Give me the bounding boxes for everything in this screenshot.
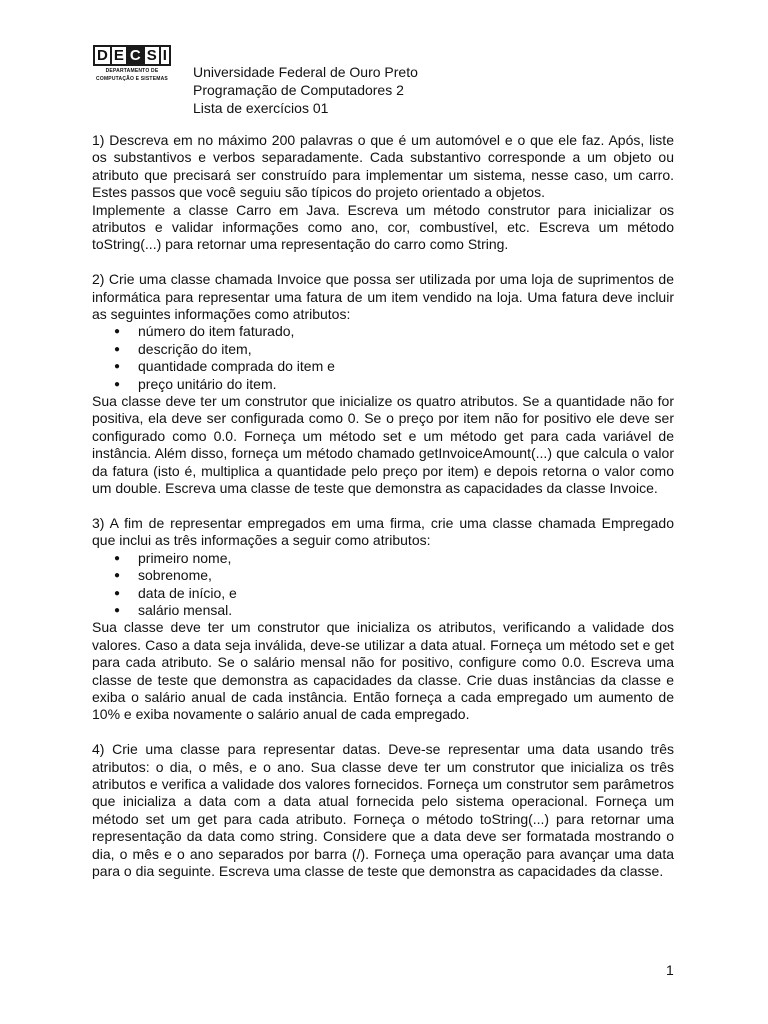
list-item: ● sobrenome, — [92, 567, 674, 584]
q2-intro: 2) Crie uma classe chamada Invoice que possa ser utilizada por uma loja de suprimentos de informática para representar uma fatura de um item vendido na loja. Uma fatura deve incluir as seguintes informações como atributos: — [92, 271, 674, 323]
document-body — [92, 132, 674, 880]
q2-text: Sua classe deve ter um construtor que inicialize os quatro atributos. Se a quantidade não for positiva, ela deve ser configurada como 0. Se o preço por item não for positivo ele deve ser configurado como 0.0. Forneça um método set e um método get para cada variável de instância. Além disso, forneça um método chamado getInvoiceAmount(...) que calcula o valor da fatura (isto é, multiplica a quantidade pelo preço por item) e depois retorna o valor como um double. Escreva uma classe de teste que demonstra as capacidades da classe Invoice. — [92, 393, 674, 497]
question-1 — [92, 132, 674, 254]
q3-attribute-list — [92, 550, 674, 620]
logo-letter: S — [143, 45, 161, 66]
logo-subtitle-1: DEPARTAMENTO DE — [105, 68, 159, 74]
list-item: ● salário mensal. — [92, 602, 674, 619]
q3-text: Sua classe deve ter um construtor que inicializa os atributos, verificando a validade dos valores. Caso a data seja inválida, deve-se utilizar a data atual. Forneça um método set e get para cada atributo. Se o salário mensal não for positivo, configure como 0.0. Escreva uma classe de teste que demonstra as capacidades da classe. Crie duas instâncias da classe e exiba o salário anual de cada instância. Então forneça a cada empregado um aumento de 10% e exiba novamente o salário anual de cada empregado. — [92, 619, 674, 723]
q2-attribute-list — [92, 323, 674, 393]
page-number: 1 — [666, 962, 674, 978]
logo-letter: I — [159, 45, 171, 66]
logo-letter: E — [110, 45, 128, 66]
list-item: ● quantidade comprada do item e — [92, 358, 674, 375]
q4-text: 4) Crie uma classe para representar datas. Deve-se representar uma data usando três atributos: o dia, o mês, e o ano. Sua classe deve ter um construtor que inicializa os três atributos e verifica a validade dos valores fornecidos. Forneça um construtor sem parâmetros que inicializa a data com a data atual fornecida pelo sistema operacional. Forneça um método set um get para cada atributo. Forneça o método toString(...) para retornar uma representação da data como string. Considere que a data deve ser formatada mostrando o dia, o mês e o ano separados por barra (/). Forneça uma operação para avançar uma data para o dia seguinte. Escreva uma classe de teste que demonstra as capacidades da classe. — [92, 741, 674, 880]
list-item: ● número do item faturado, — [92, 323, 674, 340]
document-header — [193, 63, 418, 117]
question-2 — [92, 271, 674, 497]
logo-subtitle-2: COMPUTAÇÃO E SISTEMAS — [96, 76, 168, 82]
decsi-logo — [93, 45, 171, 82]
logo-letter: C — [126, 45, 145, 66]
list-item: ● descrição do item, — [92, 341, 674, 358]
q1-paragraph-2: Implemente a classe Carro em Java. Escreva um método construtor para inicializar os atributos e validar informações como ano, cor, combustível, etc. Escreva um método toString(...) para retornar uma representação do carro como String. — [92, 201, 674, 253]
list-item: ● data de início, e — [92, 585, 674, 602]
q3-intro: 3) A fim de representar empregados em uma firma, crie uma classe chamada Empregado que inclui as três informações a seguir como atributos: — [92, 514, 674, 549]
question-4 — [92, 741, 674, 880]
list-item: ● preço unitário do item. — [92, 376, 674, 393]
university-name: Universidade Federal de Ouro Preto — [193, 64, 418, 80]
list-item: ● primeiro nome, — [92, 550, 674, 567]
question-3 — [92, 515, 674, 724]
logo-letters — [93, 45, 171, 66]
course-name: Programação de Computadores 2 — [193, 82, 404, 98]
logo-letter: D — [93, 45, 112, 66]
q1-paragraph-1: 1) Descreva em no máximo 200 palavras o que é um automóvel e o que ele faz. Após, liste os substantivos e verbos separadamente. Cada substantivo corresponde a um objeto ou atributo que precisará ser construído para implementar um sistema, nesse caso, um carro. Estes passos que você seguiu são típicos do projeto orientado a objetos. — [92, 132, 674, 201]
list-title: Lista de exercícios 01 — [193, 100, 329, 116]
